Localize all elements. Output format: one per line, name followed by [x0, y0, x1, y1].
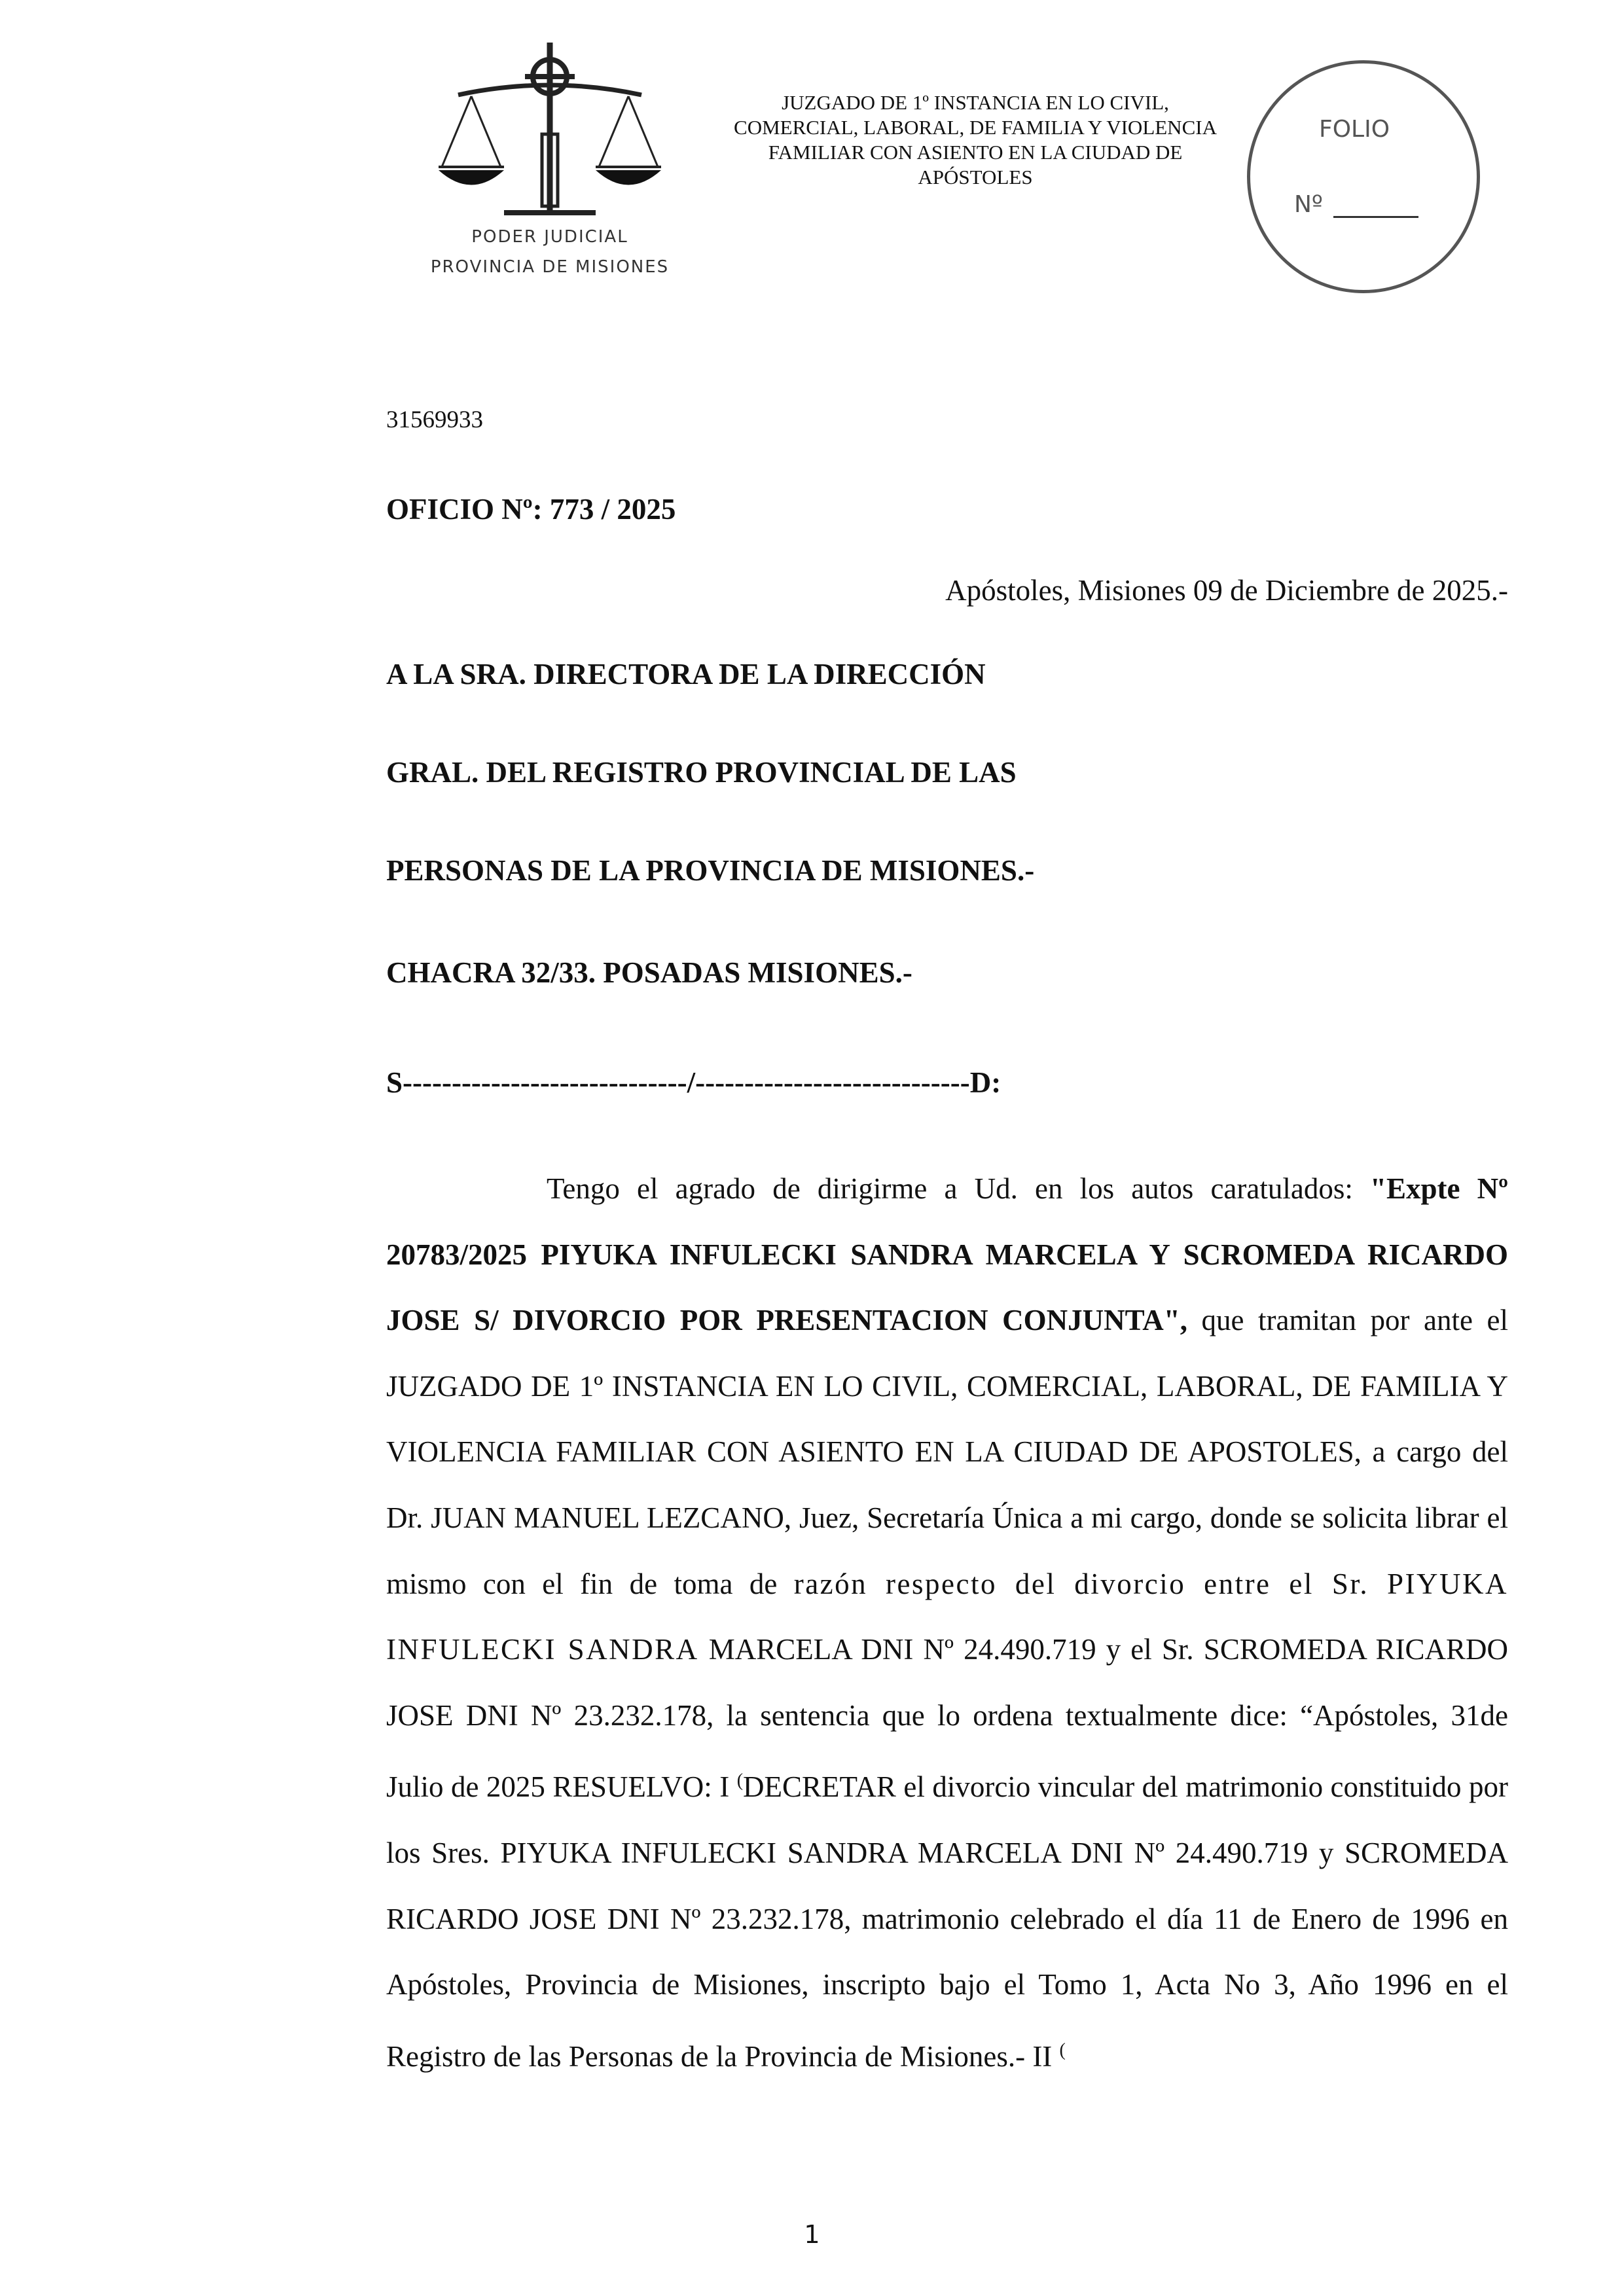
salutation: S-----------------------------/----------------------------D: [386, 1066, 1001, 1099]
court-header-line: JUZGADO DE 1º INSTANCIA EN LO CIVIL, [782, 91, 1169, 114]
addressee-line: CHACRA 32/33. POSADAS MISIONES.- [386, 956, 912, 989]
scales-of-justice-icon [432, 36, 668, 232]
folio-circle [1247, 60, 1480, 293]
paragraph-paren: ( [736, 1770, 744, 1791]
case-title: "Expte Nº 20783/2025 PIYUKA INFULECKI SANDRA MARCELA Y SCROMEDA RICARDO JOSE S/ DIVORCIO POR PRESENTACION CONJUNTA", [386, 1172, 1508, 1337]
paragraph-paren-end: ( [1059, 2039, 1066, 2060]
paragraph-text-spaced: razón respecto del divorcio entre el Sr. PIYUKA INFULECKI SANDRA [386, 1567, 1508, 1666]
paragraph-intro: Tengo el agrado de dirigirme a Ud. en los autos caratulados: [547, 1172, 1370, 1205]
document-number: 31569933 [386, 406, 483, 433]
addressee-line: PERSONAS DE LA PROVINCIA DE MISIONES.- [386, 854, 1035, 887]
court-header [681, 90, 1270, 190]
court-header-line: APÓSTOLES [918, 166, 1033, 188]
folio-label: FOLIO [1319, 116, 1390, 143]
document-date: Apóstoles, Misiones 09 de Diciembre de 2025.- [945, 574, 1508, 607]
logo-text-poder-judicial: PODER JUDICIAL [471, 227, 628, 247]
page-number: 1 [804, 2220, 820, 2249]
addressee-line: GRAL. DEL REGISTRO PROVINCIAL DE LAS [386, 756, 1017, 789]
main-paragraph [386, 1156, 1508, 2089]
folio-number-label: Nº [1294, 191, 1323, 218]
folio-stamp [1247, 60, 1483, 296]
logo-text-provincia: PROVINCIA DE MISIONES [430, 257, 670, 277]
folio-number-blank [1333, 216, 1418, 218]
court-header-line: COMERCIAL, LABORAL, DE FAMILIA Y VIOLENCIA [734, 116, 1217, 139]
paragraph-text: DECRETAR el divorcio vincular del matrimonio constituido por los Sres. PIYUKA INFULECKI SANDRA MARCELA DNI Nº 24.490.719 y SCROMEDA RICARDO JOSE DNI Nº 23.232.178, matrimonio celebrado el día 11 de Enero de 1996 en Apóstoles, Provincia de Misiones, inscripto bajo el Tomo 1, Acta No 3, Año 1996 en el Registro de las Personas de la Provincia de Misiones.- II [386, 1770, 1508, 2073]
poder-judicial-logo [412, 36, 687, 298]
paragraph-text: MARCELA DNI Nº 24.490.719 y el Sr. SCROMEDA RICARDO JOSE DNI Nº 23.232.178, la sentencia que lo ordena textualmente dice: “Apóstoles, 31de Julio de 2025 RESUELVO: I [386, 1633, 1508, 1804]
addressee-line: A LA SRA. DIRECTORA DE LA DIRECCIÓN [386, 658, 986, 691]
court-header-line: FAMILIAR CON ASIENTO EN LA CIUDAD DE [768, 141, 1183, 164]
oficio-number: OFICIO Nº: 773 / 2025 [386, 493, 676, 526]
paragraph-text: que tramitan por ante el JUZGADO DE 1º INSTANCIA EN LO CIVIL, COMERCIAL, LABORAL, DE FAMILIA Y VIOLENCIA FAMILIAR CON ASIENTO EN LA CIUDAD DE APOSTOLES, a cargo del Dr. JUAN MANUEL LEZCANO, Juez, Secretaría Única a mi cargo, donde se solicita librar el mismo con el fin de toma de [386, 1304, 1508, 1600]
